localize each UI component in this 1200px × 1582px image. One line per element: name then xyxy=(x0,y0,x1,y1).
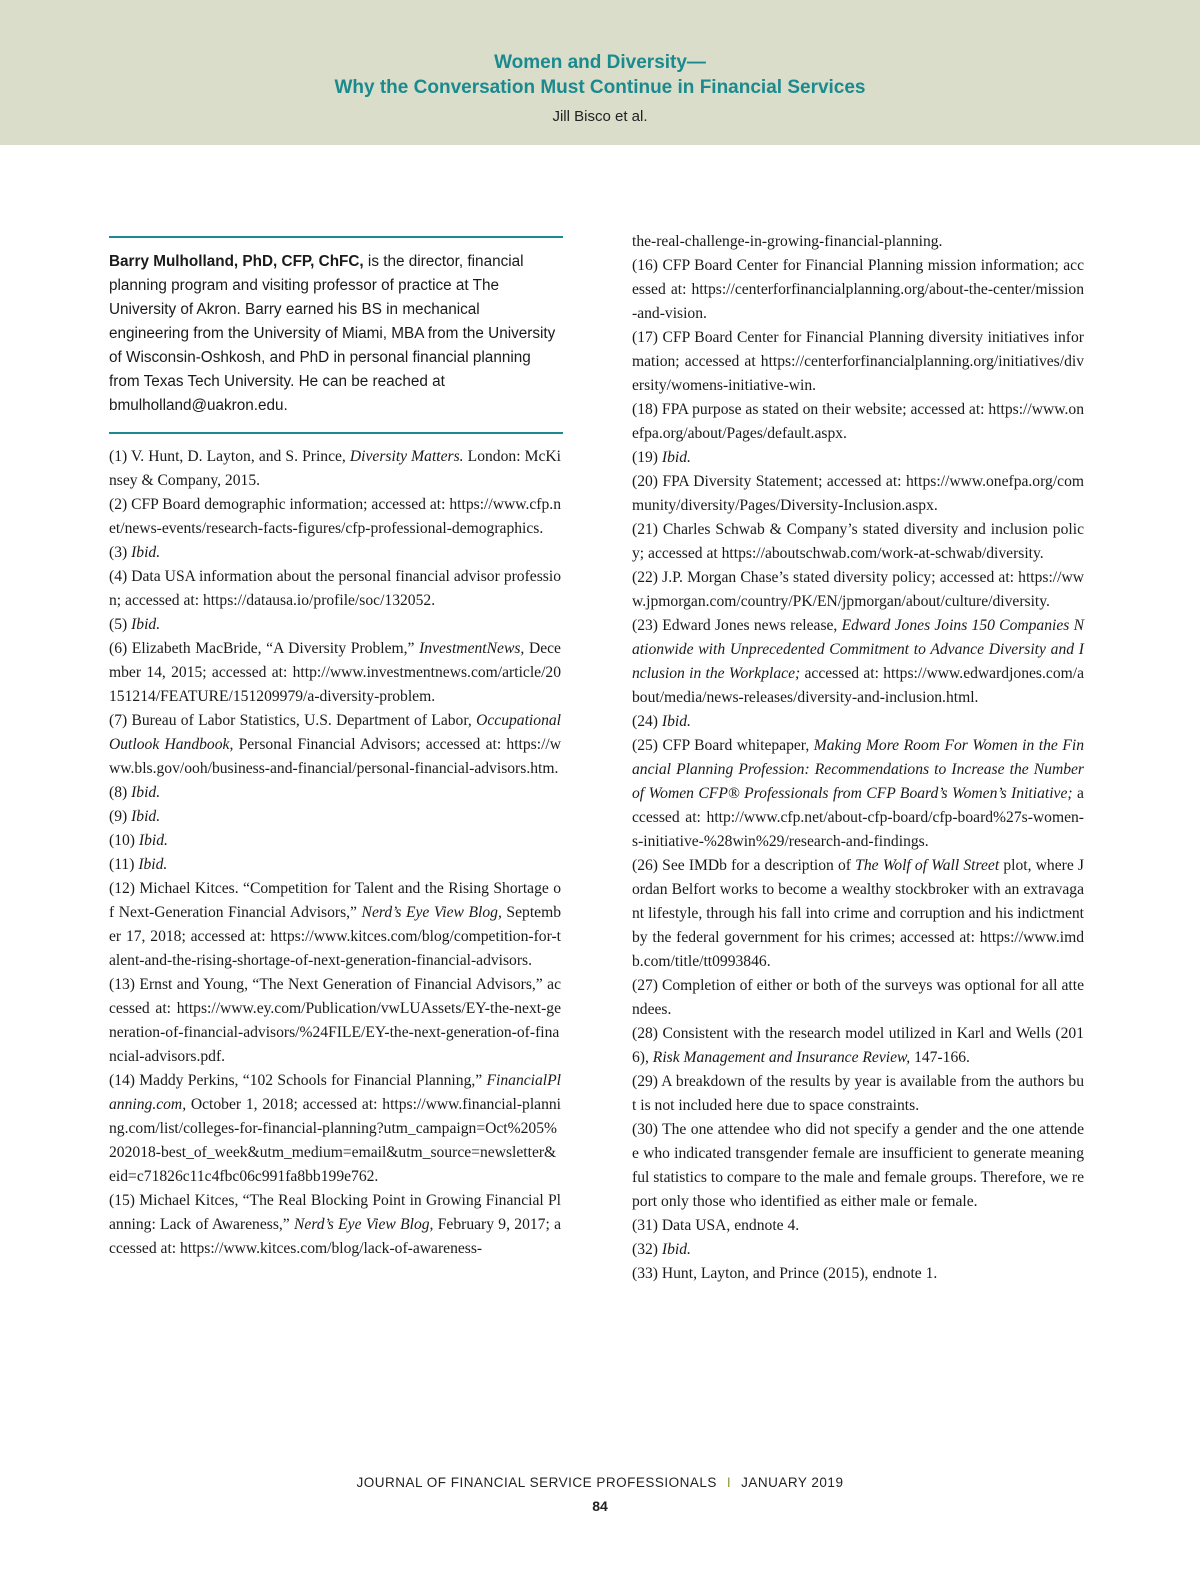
endnote xyxy=(632,230,1084,254)
endnote-italic-text: Occupational Outlook Handbook, xyxy=(109,712,561,753)
endnote xyxy=(109,1069,561,1189)
endnote-text-continued: accessed at: https://www.edwardjones.com/about/media/news-releases/diversity-and-inclusion.html. xyxy=(632,665,1084,706)
endnote-text: (5) xyxy=(109,616,132,633)
endnote-italic-text: Ibid. xyxy=(131,784,161,801)
endnote-italic-text: Edward Jones Joins 150 Companies Nationwide with Unprecedented Commitment to Advance Diversity and Inclusion in the Workplace; xyxy=(632,617,1084,682)
endnote-text: (6) Elizabeth MacBride, “A Diversity Problem,” xyxy=(109,640,420,657)
endnote xyxy=(632,326,1084,398)
endnote-italic-text: Risk Management and Insurance Review, xyxy=(652,1049,911,1066)
endnote xyxy=(109,637,561,709)
endnote xyxy=(632,614,1084,710)
endnote-italic-text: Nerd’s Eye View Blog, xyxy=(361,904,502,921)
bio-author-name: Barry Mulholland, PhD, CFP, ChFC, xyxy=(109,253,364,270)
endnote-text: (29) A breakdown of the results by year is available from the authors but is not included here due to space constraints. xyxy=(632,1073,1084,1114)
endnote-text: (24) xyxy=(632,713,662,730)
endnote-italic-text: Ibid. xyxy=(661,1241,691,1258)
endnote xyxy=(632,1118,1084,1214)
endnote-text: (30) The one attendee who did not specify a gender and the one attendee who indicated transgender female are insufficient to generate meaningful statistics to compare to the male and female groups. Therefore, we report only those who identified as either male or female. xyxy=(632,1121,1084,1210)
endnote xyxy=(632,1022,1084,1070)
issue-date: JANUARY 2019 xyxy=(741,1475,844,1490)
endnote xyxy=(109,709,561,781)
endnote-text: the-real-challenge-in-growing-financial-planning. xyxy=(632,233,943,250)
endnote-text-continued: 147-166. xyxy=(910,1049,970,1066)
endnote xyxy=(632,710,1084,734)
article-title-line-2: Why the Conversation Must Continue in Financial Services xyxy=(334,77,866,98)
endnote-text: (8) xyxy=(109,784,132,801)
endnote xyxy=(109,973,561,1069)
endnote xyxy=(109,613,561,637)
endnote-text: (19) xyxy=(632,449,662,466)
endnote-text-continued: accessed at: http://www.cfp.net/about-cfp-board/cfp-board%27s-women-s-initiative-%28win%29/research-and-findings. xyxy=(632,785,1084,850)
endnote-text: (3) xyxy=(109,544,132,561)
endnote-italic-text: InvestmentNews, xyxy=(419,640,525,657)
endnote-italic-text: Ibid. xyxy=(138,856,168,873)
endnote-text: (14) Maddy Perkins, “102 Schools for Financial Planning,” xyxy=(109,1072,487,1089)
page-footer xyxy=(0,1475,1200,1490)
author-bio xyxy=(109,250,563,418)
endnote xyxy=(632,446,1084,470)
footer-separator: I xyxy=(726,1475,732,1490)
endnote-text-continued: December 14, 2015; accessed at: http://www.investmentnews.com/article/20151214/FEATURE/151209979/a-diversity-problem. xyxy=(109,640,561,705)
endnote-italic-text: Ibid. xyxy=(138,832,168,849)
endnote-italic-text: Nerd’s Eye View Blog, xyxy=(294,1216,434,1233)
endnote-text: (12) Michael Kitces. “Competition for Talent and the Rising Shortage of Next-Generation Financial Advisors,” xyxy=(109,880,561,921)
journal-name: JOURNAL OF FINANCIAL SERVICE PROFESSIONALS xyxy=(356,1475,717,1490)
endnote xyxy=(109,853,561,877)
endnote xyxy=(632,254,1084,326)
endnote-text: (25) CFP Board whitepaper, xyxy=(632,737,814,754)
endnote-text: (11) xyxy=(109,856,139,873)
endnote xyxy=(632,1262,1084,1286)
endnote xyxy=(632,1214,1084,1238)
endnote-text: (7) Bureau of Labor Statistics, U.S. Department of Labor, xyxy=(109,712,477,729)
endnote xyxy=(109,445,561,493)
endnote-text: (23) Edward Jones news release, xyxy=(632,617,842,634)
endnotes-left-column xyxy=(109,445,561,1261)
endnote-italic-text: The Wolf of Wall Street xyxy=(855,857,1000,874)
bio-bottom-rule xyxy=(109,432,563,434)
endnote xyxy=(109,1189,561,1261)
endnote-text-continued: London: McKinsey & Company, 2015. xyxy=(109,448,561,489)
endnote xyxy=(109,877,561,973)
endnote xyxy=(632,470,1084,518)
endnote xyxy=(632,974,1084,1022)
endnote-text: (9) xyxy=(109,808,132,825)
endnote xyxy=(109,541,561,565)
endnote-text: (27) Completion of either or both of the surveys was optional for all attendees. xyxy=(632,977,1084,1018)
endnote-text: (22) J.P. Morgan Chase’s stated diversity policy; accessed at: https://www.jpmorgan.com/country/PK/EN/jpmorgan/about/culture/diversity. xyxy=(632,569,1084,610)
endnotes-right-column xyxy=(632,230,1084,1286)
endnote-text: (13) Ernst and Young, “The Next Generation of Financial Advisors,” accessed at: https://www.ey.com/Publication/vwLUAssets/EY-the-next-generation-of-financial-advisors/%24FILE/EY-the-next-generation-of-financial-advisors.pdf. xyxy=(109,976,561,1065)
endnote-text: (10) xyxy=(109,832,139,849)
endnote-text: (33) Hunt, Layton, and Prince (2015), endnote 1. xyxy=(632,1265,938,1282)
endnote-italic-text: Ibid. xyxy=(661,449,691,466)
endnote-text: (32) xyxy=(632,1241,662,1258)
endnote-text: (4) Data USA information about the personal financial advisor profession; accessed at: https://datausa.io/profile/soc/132052. xyxy=(109,568,561,609)
endnote xyxy=(109,493,561,541)
article-title-line-1: Women and Diversity— xyxy=(494,52,706,73)
endnote-text: (26) See IMDb for a description of xyxy=(632,857,856,874)
endnote-text: (20) FPA Diversity Statement; accessed at: https://www.onefpa.org/community/diversity/Pages/Diversity-Inclusion.aspx. xyxy=(632,473,1084,514)
endnote-italic-text: Diversity Matters. xyxy=(349,448,464,465)
endnote-italic-text: FinancialPlanning.com, xyxy=(109,1072,561,1113)
endnote-text-continued: plot, where Jordan Belfort works to become a wealthy stockbroker with an extravagant lifestyle, through his fall into crime and corruption and his indictment by the federal government for his crimes; accessed at: https://www.imdb.com/title/tt0993846. xyxy=(632,857,1084,970)
endnote xyxy=(109,565,561,613)
endnote xyxy=(109,805,561,829)
endnote-text-continued: Personal Financial Advisors; accessed at: https://www.bls.gov/ooh/business-and-financial/personal-financial-advisors.htm. xyxy=(109,736,561,777)
endnote-text: (18) FPA purpose as stated on their website; accessed at: https://www.onefpa.org/about/Pages/default.aspx. xyxy=(632,401,1084,442)
endnote xyxy=(109,829,561,853)
endnote-text: (31) Data USA, endnote 4. xyxy=(632,1217,800,1234)
endnote-text: (15) Michael Kitces, “The Real Blocking Point in Growing Financial Planning: Lack of Awareness,” xyxy=(109,1192,561,1233)
page-number: 84 xyxy=(592,1498,608,1514)
endnote-italic-text: Ibid. xyxy=(131,616,161,633)
endnote-text-continued: October 1, 2018; accessed at: https://www.financial-planning.com/list/colleges-for-financial-planning?utm_campaign=Oct%205%202018-best_of_week&utm_medium=email&utm_source=newsletter&eid=c71826c11c4fbc06c991fa8bb199e762. xyxy=(109,1096,561,1185)
endnote xyxy=(632,518,1084,566)
endnote-text: (2) CFP Board demographic information; accessed at: https://www.cfp.net/news-events/research-facts-figures/cfp-professional-demographics. xyxy=(109,496,561,537)
endnote xyxy=(632,854,1084,974)
endnote-text: (21) Charles Schwab & Company’s stated diversity and inclusion policy; accessed at https://aboutschwab.com/work-at-schwab/diversity. xyxy=(632,521,1084,562)
endnote-italic-text: Ibid. xyxy=(131,544,161,561)
article-author: Jill Bisco et al. xyxy=(552,108,648,125)
endnote-text-continued: September 17, 2018; accessed at: https://www.kitces.com/blog/competition-for-talent-and-the-rising-shortage-of-next-generation-financial-advisors. xyxy=(109,904,561,969)
endnote-text: (16) CFP Board Center for Financial Planning mission information; accessed at: https://centerforfinancialplanning.org/about-the-center/mission-and-vision. xyxy=(632,257,1084,322)
bio-top-rule xyxy=(109,236,563,238)
endnote-italic-text: Ibid. xyxy=(131,808,161,825)
endnote-text: (17) CFP Board Center for Financial Planning diversity initiatives information; accessed at https://centerforfinancialplanning.org/initiatives/diversity/womens-initiative-win. xyxy=(632,329,1084,394)
endnote-text: (28) Consistent with the research model utilized in Karl and Wells (2016), xyxy=(632,1025,1084,1066)
endnote xyxy=(632,1070,1084,1118)
endnote-text: (1) V. Hunt, D. Layton, and S. Prince, xyxy=(109,448,350,465)
bio-text: is the director, financial planning program and visiting professor of practice at The University of Akron. Barry earned his BS in mechanical engineering from the University of Miami, MBA from the University of Wisconsin-Oshkosh, and PhD in personal financial planning from Texas Tech University. He can be reached at bmulholland@uakron.edu. xyxy=(109,253,556,414)
endnote xyxy=(632,1238,1084,1262)
endnote-text-continued: February 9, 2017; accessed at: https://www.kitces.com/blog/lack-of-awareness- xyxy=(109,1216,562,1257)
endnote xyxy=(109,781,561,805)
endnote-italic-text: Ibid. xyxy=(661,713,691,730)
endnote xyxy=(632,398,1084,446)
endnote-italic-text: Making More Room For Women in the Financial Planning Profession: Recommendations to Increase the Number of Women CFP® Professionals from CFP Board’s Women’s Initiative; xyxy=(632,737,1084,802)
endnote xyxy=(632,566,1084,614)
endnote xyxy=(632,734,1084,854)
